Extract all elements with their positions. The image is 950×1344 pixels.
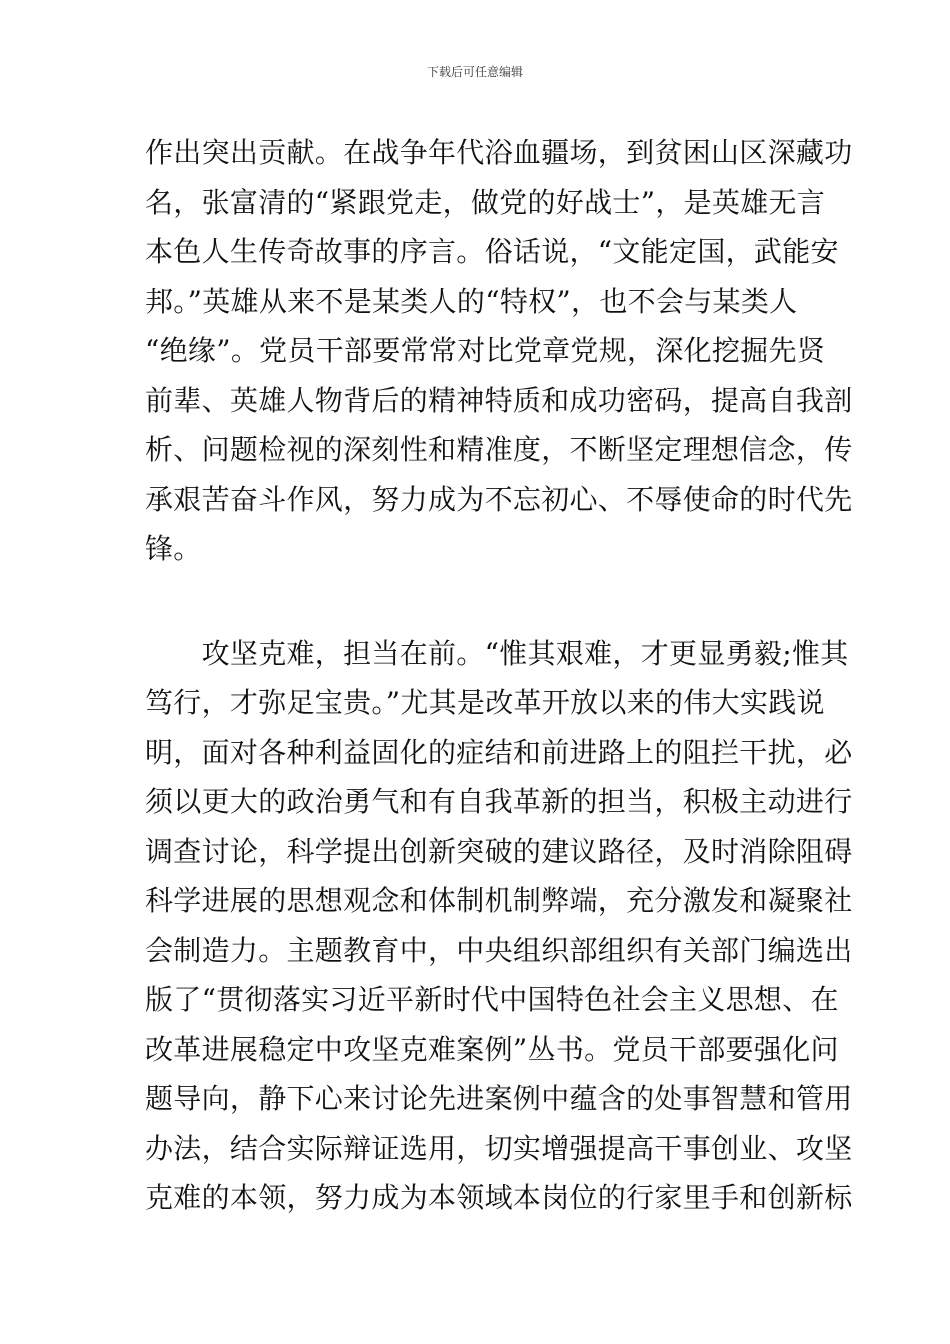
text-line: 克难的本领，努力成为本领域本岗位的行家里手和创新标 [145,1181,853,1214]
text-line: 题导向，静下心来讨论先进案例中蕴含的处事智慧和管用 [145,1082,853,1115]
text-line: 调查讨论，科学提出创新突破的建议路径，及时消除阻碍 [145,834,853,868]
text-line: 明，面对各种利益固化的症结和前进路上的阻拦干扰，必 [145,735,853,769]
paragraph-spacer [145,574,815,629]
text-line: 邦。”英雄从来不是某类人的“特权”，也不会与某类人 [145,284,798,318]
text-line: 锋。 [145,532,202,565]
text-line: 承艰苦奋斗作风，努力成为不忘初心、不辱使命的时代先 [145,482,853,516]
text-line: 会制造力。主题教育中，中央组织部组织有关部门编选出 [145,933,853,967]
text-line: “绝缘”。党员干部要常常对比党章党规，深化挖掘先贤 [145,334,826,367]
document-body [145,128,853,1223]
paragraph-1 [145,128,853,574]
text-line: 本色人生传奇故事的序言。俗话说，“文能定国，武能安 [145,235,839,268]
text-line: 版了“贯彻落实习近平新时代中国特色社会主义思想、在 [145,983,839,1016]
text-line: 办法，结合实际辩证选用，切实增强提高干事创业、攻坚 [145,1131,853,1165]
text-line: 作出突出贡献。在战争年代浴血疆场，到贫困山区深藏功 [145,136,853,169]
page-header: 下载后可任意编辑 [426,65,523,79]
text-line: 攻坚克难，担当在前。“惟其艰难，才更显勇毅;惟其 [145,636,849,670]
text-line: 改革进展稳定中攻坚克难案例”丛书。党员干部要强化问 [145,1032,839,1066]
text-line: 科学进展的思想观念和体制机制弊端，充分激发和凝聚社 [145,884,853,917]
text-line: 笃行，才弥足宝贵。”尤其是改革开放以来的伟大实践说 [145,686,825,719]
text-line: 前辈、英雄人物背后的精神特质和成功密码，提高自我剖 [145,383,853,417]
text-line: 析、问题检视的深刻性和精准度，不断坚定理想信念，传 [145,433,853,466]
text-line: 须以更大的政治勇气和有自我革新的担当，积极主动进行 [145,785,853,818]
text-line: 名，张富清的“紧跟党走，做党的好战士”，是英雄无言 [145,185,826,219]
paragraph-2 [145,629,853,1223]
